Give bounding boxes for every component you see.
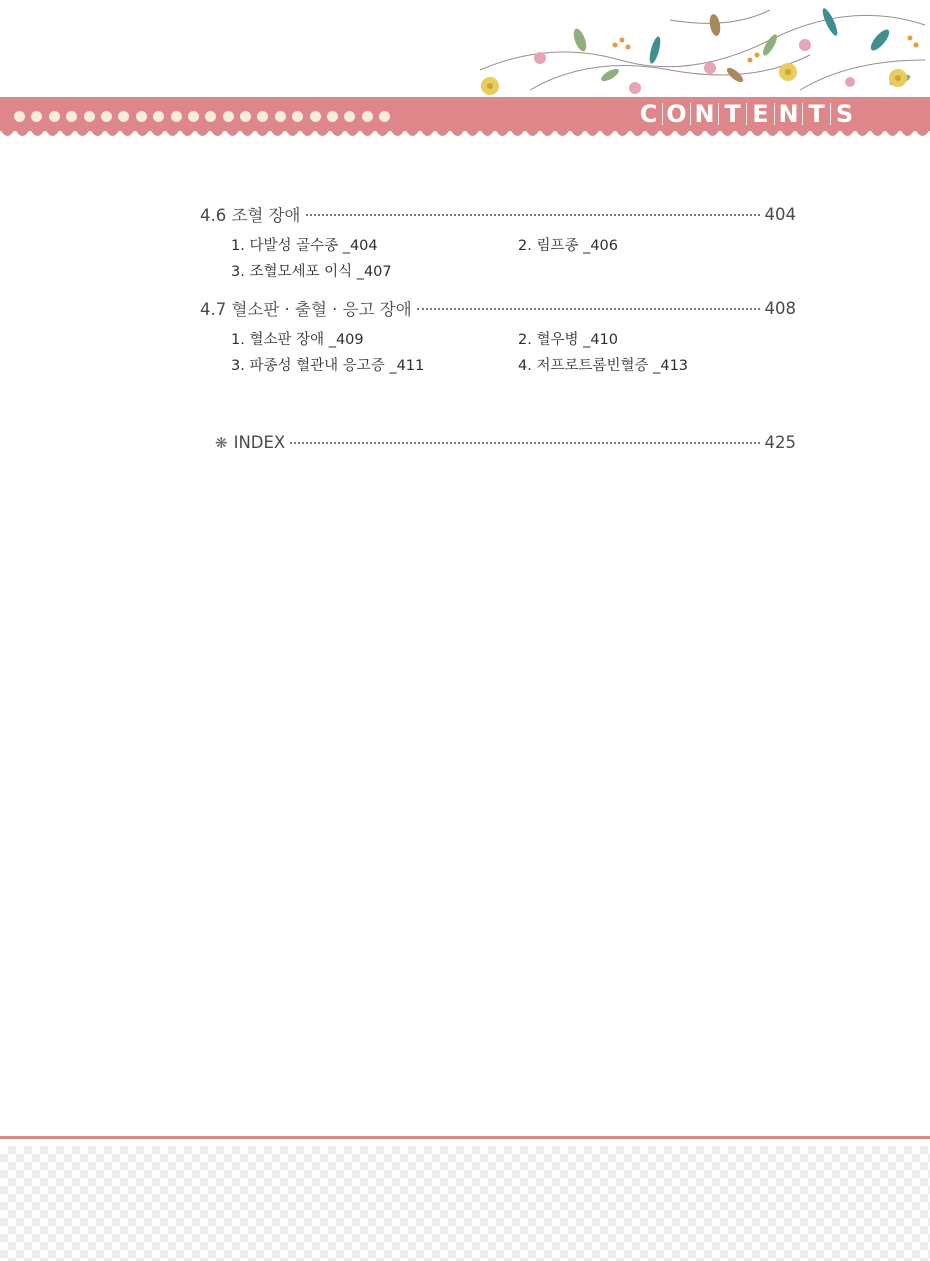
contents-letter: N [691,103,719,125]
toc-item[interactable]: 3. 조혈모세포 이식 _407 [231,264,392,280]
banner-scallop-edge [0,129,930,141]
footer-line [0,1136,930,1139]
section-page: 404 [764,204,796,224]
banner-dots [14,111,390,123]
toc-index[interactable] [215,430,796,454]
index-page: 425 [764,432,796,452]
contents-letter: C [635,103,663,125]
footer-checker-pattern [0,1146,930,1261]
toc-item[interactable]: 3. 파종성 혈관내 응고증 _411 [231,358,425,374]
toc-item[interactable]: 2. 림프종 _406 [518,238,618,254]
contents-letter: S [835,100,854,128]
floral-decoration [470,0,930,100]
toc-item[interactable]: 1. 혈소판 장애 _409 [231,332,364,348]
contents-letter: T [719,103,747,125]
index-marker-icon: ❋ [215,433,228,452]
dotted-leader [306,214,760,216]
contents-letter: N [775,103,803,125]
dotted-leader [417,308,760,310]
contents-heading [635,99,858,129]
toc-section-4-6[interactable] [200,202,796,226]
index-title: INDEX [233,432,286,452]
toc-item[interactable]: 1. 다발성 골수종 _404 [231,238,378,254]
contents-letter: E [747,103,775,125]
toc-item[interactable]: 2. 혈우병 _410 [518,332,618,348]
toc-section-4-7[interactable] [200,296,796,320]
contents-letter: T [803,103,831,125]
section-title: 4.7 혈소판 · 출혈 · 응고 장애 [200,300,412,319]
contents-letter: O [663,103,691,125]
dotted-leader [290,442,759,444]
toc-item[interactable]: 4. 저프로트롬빈혈증 _413 [518,358,689,374]
section-page: 408 [764,298,796,318]
section-title: 4.6 조혈 장애 [200,206,301,225]
